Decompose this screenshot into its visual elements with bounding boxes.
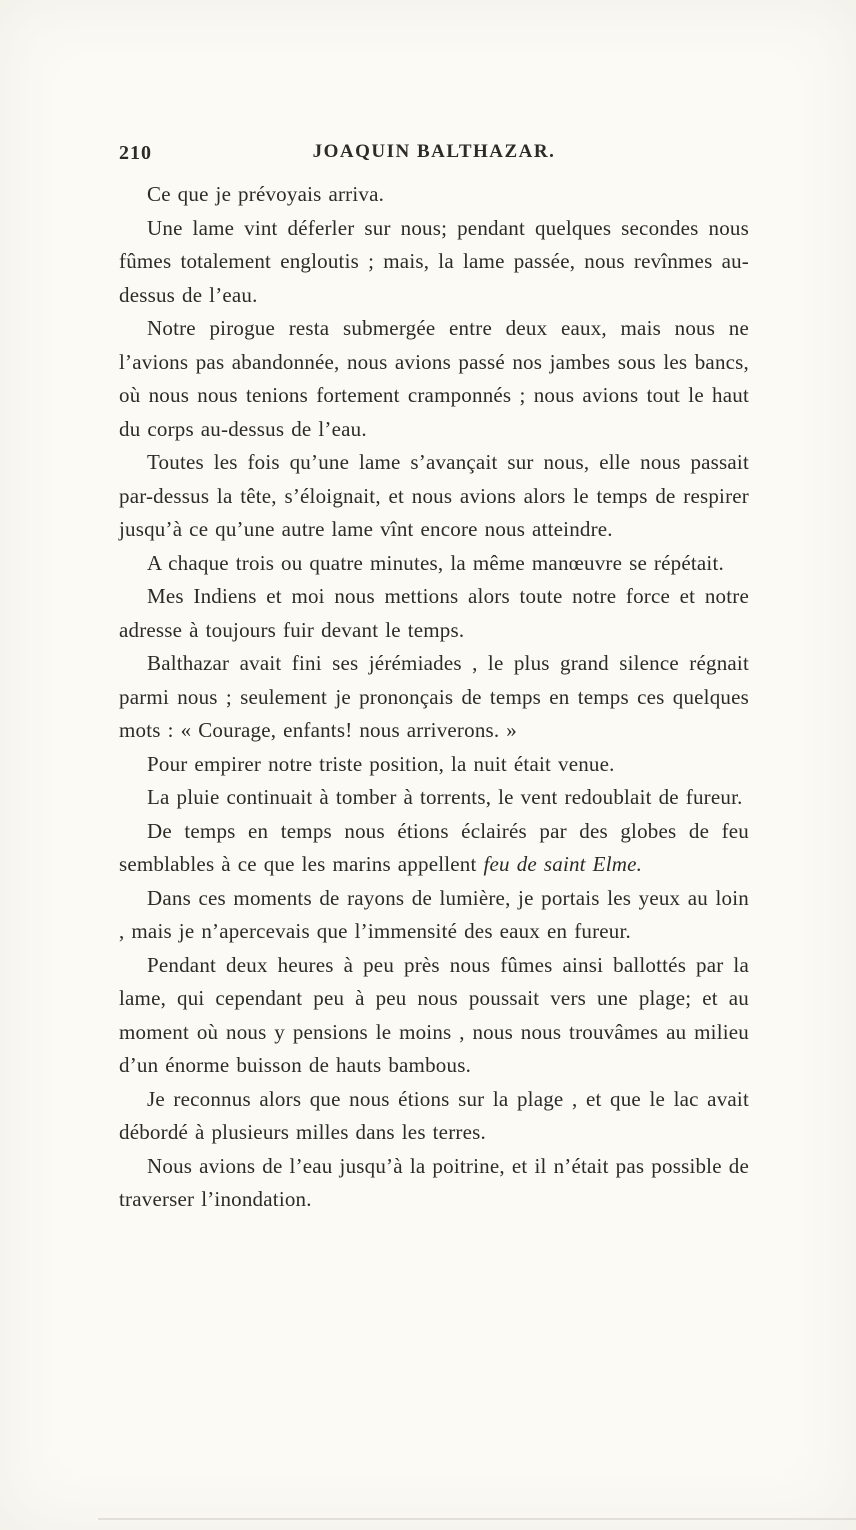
paragraph-text: Pendant deux heures à peu près nous fûmes ainsi ballottés par la lame, qui cependant peu à peu nous poussait vers une plage; et au moment où nous y pensions le moins , nous nous trouvâmes au milieu d’un énorme buisson de hauts bambous.: [119, 952, 749, 1077]
page-number: 210: [119, 142, 152, 164]
paragraph-text: Pour empirer notre triste position, la nuit était venue.: [147, 751, 615, 776]
paragraph: [119, 781, 749, 815]
text-block: [119, 141, 749, 1217]
paragraph: [119, 446, 749, 547]
running-header: JOAQUIN BALTHAZAR.: [312, 141, 556, 162]
paragraph-text: Je reconnus alors que nous étions sur la plage , et que le lac avait débordé à plusieurs milles dans les terres.: [119, 1086, 749, 1144]
paragraph-text: De temps en temps nous étions éclairés par des globes de feu semblables à ce que les marins appellent: [119, 818, 749, 876]
paragraph-text: Mes Indiens et moi nous mettions alors toute notre force et notre adresse à toujours fuir devant le temps.: [119, 584, 749, 642]
paragraph: [119, 212, 749, 313]
paragraph: [119, 748, 749, 782]
paragraph: [119, 949, 749, 1083]
scan-artifact-line: [98, 1518, 856, 1520]
paragraph: [119, 312, 749, 446]
paragraph: [119, 1083, 749, 1150]
paragraph: [119, 882, 749, 949]
paragraph: [119, 815, 749, 882]
paragraph: [119, 1150, 749, 1217]
paragraph-text: Toutes les fois qu’une lame s’avançait sur nous, elle nous passait par-dessus la tête, s’éloignait, et nous avions alors le temps de respirer jusqu’à ce qu’une autre lame vînt encore nous atteindre.: [119, 450, 749, 541]
paragraph-text: Ce que je prévoyais arriva.: [147, 182, 385, 206]
paragraph: [119, 647, 749, 748]
paragraph-text: Notre pirogue resta submergée entre deux eaux, mais nous ne l’avions pas abandonnée, nous avions passé nos jambes sous les bancs, où nous nous tenions fortement cramponnés ; nous avions tout le haut du corps au-dessus de l’eau.: [119, 316, 749, 441]
paragraph-text: Dans ces moments de rayons de lumière, je portais les yeux au loin , mais je n’apercevais que l’immensité des eaux en fureur.: [119, 885, 749, 943]
paragraph-text: La pluie continuait à tomber à torrents, le vent redoublait de fureur.: [147, 785, 743, 809]
paragraph-text: Balthazar avait fini ses jérémiades , le plus grand silence régnait parmi nous ; seulement je prononçais de temps en temps ces quelques mots : « Courage, enfants! nous arriverons. »: [119, 651, 749, 742]
paragraph-text: A chaque trois ou quatre minutes, la même manœuvre se répétait.: [147, 550, 724, 575]
page-header: [119, 141, 749, 165]
paragraph-text: Une lame vint déferler sur nous; pendant quelques secondes nous fûmes totalement engloutis ; mais, la lame passée, nous revînmes au-dessus de l’eau.: [119, 215, 749, 307]
paragraph-italic-text: feu de saint Elme.: [483, 852, 643, 876]
paragraph: [119, 178, 749, 212]
paragraph-text: Nous avions de l’eau jusqu’à la poitrine, et il n’était pas possible de traverser l’inondation.: [119, 1153, 749, 1211]
paragraph: [119, 580, 749, 647]
body-text: [119, 178, 749, 1217]
paragraph: [119, 547, 749, 581]
